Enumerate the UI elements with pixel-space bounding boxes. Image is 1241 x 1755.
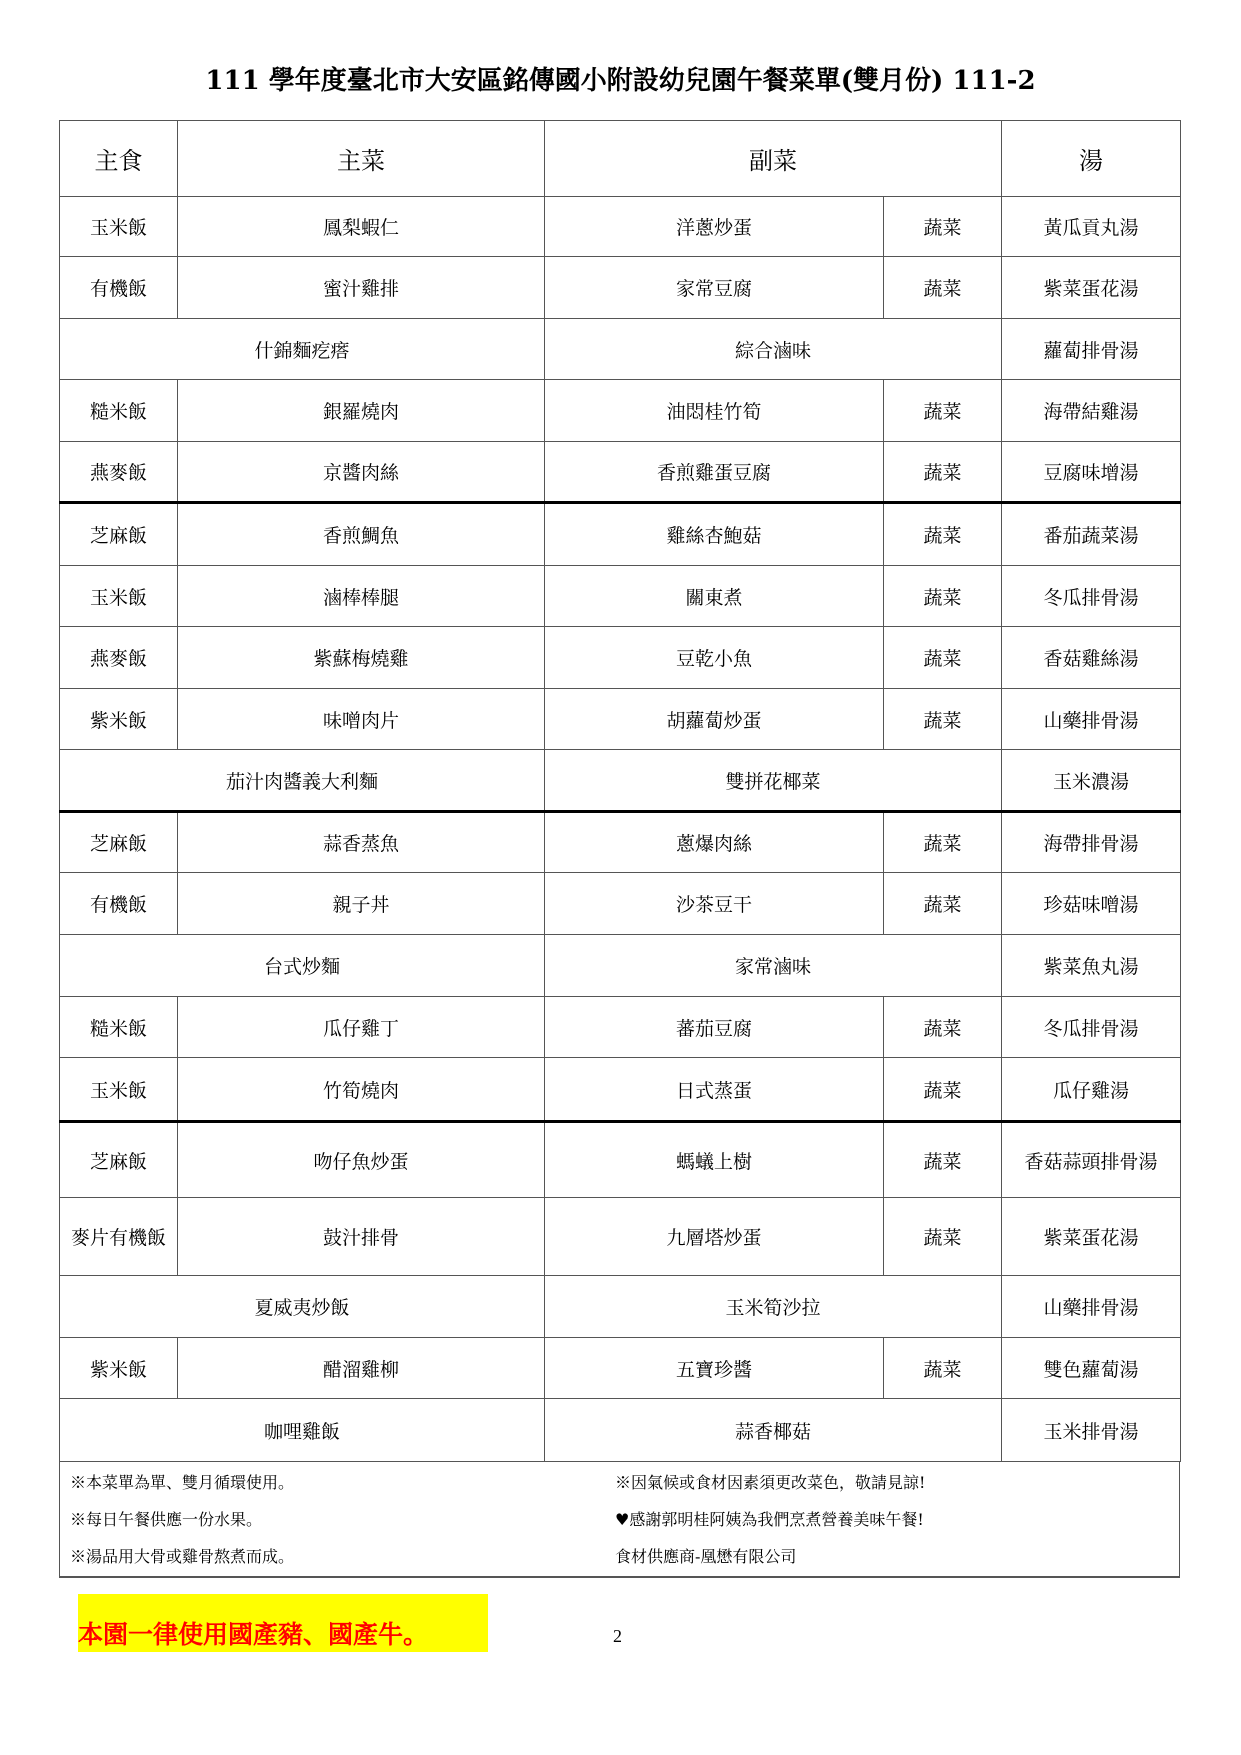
staple-cell: 糙米飯: [60, 997, 178, 1058]
side-dish-cell: 洋蔥炒蛋: [545, 197, 884, 257]
vegetable-cell: 蔬菜: [884, 627, 1002, 689]
main-dish-cell: 紫蘇梅燒雞: [178, 627, 545, 689]
staple-cell: 芝麻飯: [60, 812, 178, 873]
side-dish-cell: 豆乾小魚: [545, 627, 884, 689]
table-row: [60, 1058, 1181, 1122]
soup-cell: 紫菜蛋花湯: [1002, 1198, 1181, 1276]
soup-cell: 山藥排骨湯: [1002, 689, 1181, 750]
soup-cell: 雙色蘿蔔湯: [1002, 1338, 1181, 1399]
main-dish-cell: 蜜汁雞排: [178, 257, 545, 319]
soup-cell: 冬瓜排骨湯: [1002, 997, 1181, 1058]
table-header: [60, 121, 1181, 197]
vegetable-cell: 蔬菜: [884, 812, 1002, 873]
side-dish-cell: 日式蒸蛋: [545, 1058, 884, 1122]
page-title: 111 學年度臺北市大安區銘傳國小附設幼兒園午餐菜單(雙月份) 111-2: [205, 66, 1036, 96]
header-soup: 湯: [1002, 121, 1181, 197]
vegetable-cell: 蔬菜: [884, 1058, 1002, 1122]
side-dish-cell: 玉米筍沙拉: [545, 1276, 1002, 1338]
meat-origin-notice: 本園一律使用國產豬、國產牛。: [78, 1594, 488, 1652]
soup-cell: 瓜仔雞湯: [1002, 1058, 1181, 1122]
soup-cell: 珍菇味噌湯: [1002, 873, 1181, 935]
main-dish-cell: 吻仔魚炒蛋: [178, 1122, 545, 1198]
footer-note: ※因氣候或食材因素須更改菜色，敬請見諒!: [615, 1473, 926, 1492]
side-dish-cell: 螞蟻上樹: [545, 1122, 884, 1198]
soup-cell: 番茄蔬菜湯: [1002, 503, 1181, 566]
header-side: 副菜: [545, 121, 1002, 197]
staple-cell: 有機飯: [60, 873, 178, 935]
footer-note: ※每日午餐供應一份水果。: [70, 1510, 263, 1529]
table-row: [60, 1198, 1181, 1276]
vegetable-cell: 蔬菜: [884, 689, 1002, 750]
side-dish-cell: 沙茶豆干: [545, 873, 884, 935]
table-row: [60, 935, 1181, 997]
soup-cell: 海帶排骨湯: [1002, 812, 1181, 873]
vegetable-cell: 蔬菜: [884, 1122, 1002, 1198]
side-dish-cell: 九層塔炒蛋: [545, 1198, 884, 1276]
soup-cell: 豆腐味增湯: [1002, 442, 1181, 503]
table-row: [60, 1122, 1181, 1198]
side-dish-cell: 雞絲杏鮑菇: [545, 503, 884, 566]
main-dish-cell: 味噌肉片: [178, 689, 545, 750]
table-row: [60, 319, 1181, 380]
main-dish-cell: 竹筍燒肉: [178, 1058, 545, 1122]
vegetable-cell: 蔬菜: [884, 873, 1002, 935]
main-dish-cell: 鳳梨蝦仁: [178, 197, 545, 257]
soup-cell: 冬瓜排骨湯: [1002, 566, 1181, 627]
table-row: [60, 197, 1181, 257]
vegetable-cell: 蔬菜: [884, 503, 1002, 566]
side-dish-cell: 油悶桂竹筍: [545, 380, 884, 442]
main-dish-cell: 京醬肉絲: [178, 442, 545, 503]
table-row: [60, 750, 1181, 812]
vegetable-cell: 蔬菜: [884, 997, 1002, 1058]
staple-cell: 麥片有機飯: [60, 1198, 178, 1276]
table-row: [60, 873, 1181, 935]
vegetable-cell: 蔬菜: [884, 1198, 1002, 1276]
soup-cell: 黃瓜貢丸湯: [1002, 197, 1181, 257]
table-row: [60, 442, 1181, 503]
table-row: [60, 1338, 1181, 1399]
soup-cell: 玉米排骨湯: [1002, 1399, 1181, 1462]
soup-cell: 紫菜魚丸湯: [1002, 935, 1181, 997]
vegetable-cell: 蔬菜: [884, 197, 1002, 257]
vegetable-cell: 蔬菜: [884, 442, 1002, 503]
main-dish-cell: 親子丼: [178, 873, 545, 935]
table-row: [60, 627, 1181, 689]
soup-cell: 蘿蔔排骨湯: [1002, 319, 1181, 380]
main-dish-cell: 什錦麵疙瘩: [60, 319, 545, 380]
staple-cell: 玉米飯: [60, 197, 178, 257]
table-row: [60, 566, 1181, 627]
side-dish-cell: 雙拼花椰菜: [545, 750, 1002, 812]
table-row: [60, 380, 1181, 442]
soup-cell: 香菇雞絲湯: [1002, 627, 1181, 689]
side-dish-cell: 香煎雞蛋豆腐: [545, 442, 884, 503]
side-dish-cell: 家常豆腐: [545, 257, 884, 319]
footer-note: ※本菜單為單、雙月循環使用。: [70, 1473, 295, 1492]
main-dish-cell: 蒜香蒸魚: [178, 812, 545, 873]
side-dish-cell: 綜合滷味: [545, 319, 1002, 380]
table-row: [60, 1276, 1181, 1338]
side-dish-cell: 蕃茄豆腐: [545, 997, 884, 1058]
main-dish-cell: 台式炒麵: [60, 935, 545, 997]
soup-cell: 山藥排骨湯: [1002, 1276, 1181, 1338]
table-row: [60, 812, 1181, 873]
footer-note: ♥感謝郭明桂阿姨為我們烹煮營養美味午餐!: [615, 1510, 924, 1529]
menu-table: [59, 120, 1181, 1462]
main-dish-cell: 香煎鯛魚: [178, 503, 545, 566]
soup-cell: 香菇蒜頭排骨湯: [1002, 1122, 1181, 1198]
staple-cell: 玉米飯: [60, 566, 178, 627]
main-dish-cell: 醋溜雞柳: [178, 1338, 545, 1399]
side-dish-cell: 胡蘿蔔炒蛋: [545, 689, 884, 750]
side-dish-cell: 關東煮: [545, 566, 884, 627]
staple-cell: 燕麥飯: [60, 442, 178, 503]
footer-notes: [59, 1461, 1180, 1578]
main-dish-cell: 銀羅燒肉: [178, 380, 545, 442]
side-dish-cell: 家常滷味: [545, 935, 1002, 997]
side-dish-cell: 蔥爆肉絲: [545, 812, 884, 873]
staple-cell: 紫米飯: [60, 1338, 178, 1399]
vegetable-cell: 蔬菜: [884, 380, 1002, 442]
main-dish-cell: 咖哩雞飯: [60, 1399, 545, 1462]
staple-cell: 糙米飯: [60, 380, 178, 442]
table-row: [60, 689, 1181, 750]
staple-cell: 玉米飯: [60, 1058, 178, 1122]
staple-cell: 芝麻飯: [60, 1122, 178, 1198]
header-main: 主菜: [178, 121, 545, 197]
main-dish-cell: 滷棒棒腿: [178, 566, 545, 627]
main-dish-cell: 鼓汁排骨: [178, 1198, 545, 1276]
table-row: [60, 1399, 1181, 1462]
vegetable-cell: 蔬菜: [884, 566, 1002, 627]
vegetable-cell: 蔬菜: [884, 257, 1002, 319]
header-staple: 主食: [60, 121, 178, 197]
table-row: [60, 257, 1181, 319]
staple-cell: 紫米飯: [60, 689, 178, 750]
main-dish-cell: 茄汁肉醬義大利麵: [60, 750, 545, 812]
supplier-note: 食材供應商-凰懋有限公司: [615, 1547, 797, 1566]
side-dish-cell: 蒜香椰菇: [545, 1399, 1002, 1462]
footer-note: ※湯品用大骨或雞骨熬煮而成。: [70, 1547, 295, 1566]
table-row: [60, 503, 1181, 566]
main-dish-cell: 夏威夷炒飯: [60, 1276, 545, 1338]
page-number: 2: [613, 1626, 622, 1646]
vegetable-cell: 蔬菜: [884, 1338, 1002, 1399]
table-row: [60, 997, 1181, 1058]
soup-cell: 玉米濃湯: [1002, 750, 1181, 812]
soup-cell: 海帶結雞湯: [1002, 380, 1181, 442]
staple-cell: 芝麻飯: [60, 503, 178, 566]
staple-cell: 燕麥飯: [60, 627, 178, 689]
staple-cell: 有機飯: [60, 257, 178, 319]
soup-cell: 紫菜蛋花湯: [1002, 257, 1181, 319]
main-dish-cell: 瓜仔雞丁: [178, 997, 545, 1058]
side-dish-cell: 五寶珍醬: [545, 1338, 884, 1399]
